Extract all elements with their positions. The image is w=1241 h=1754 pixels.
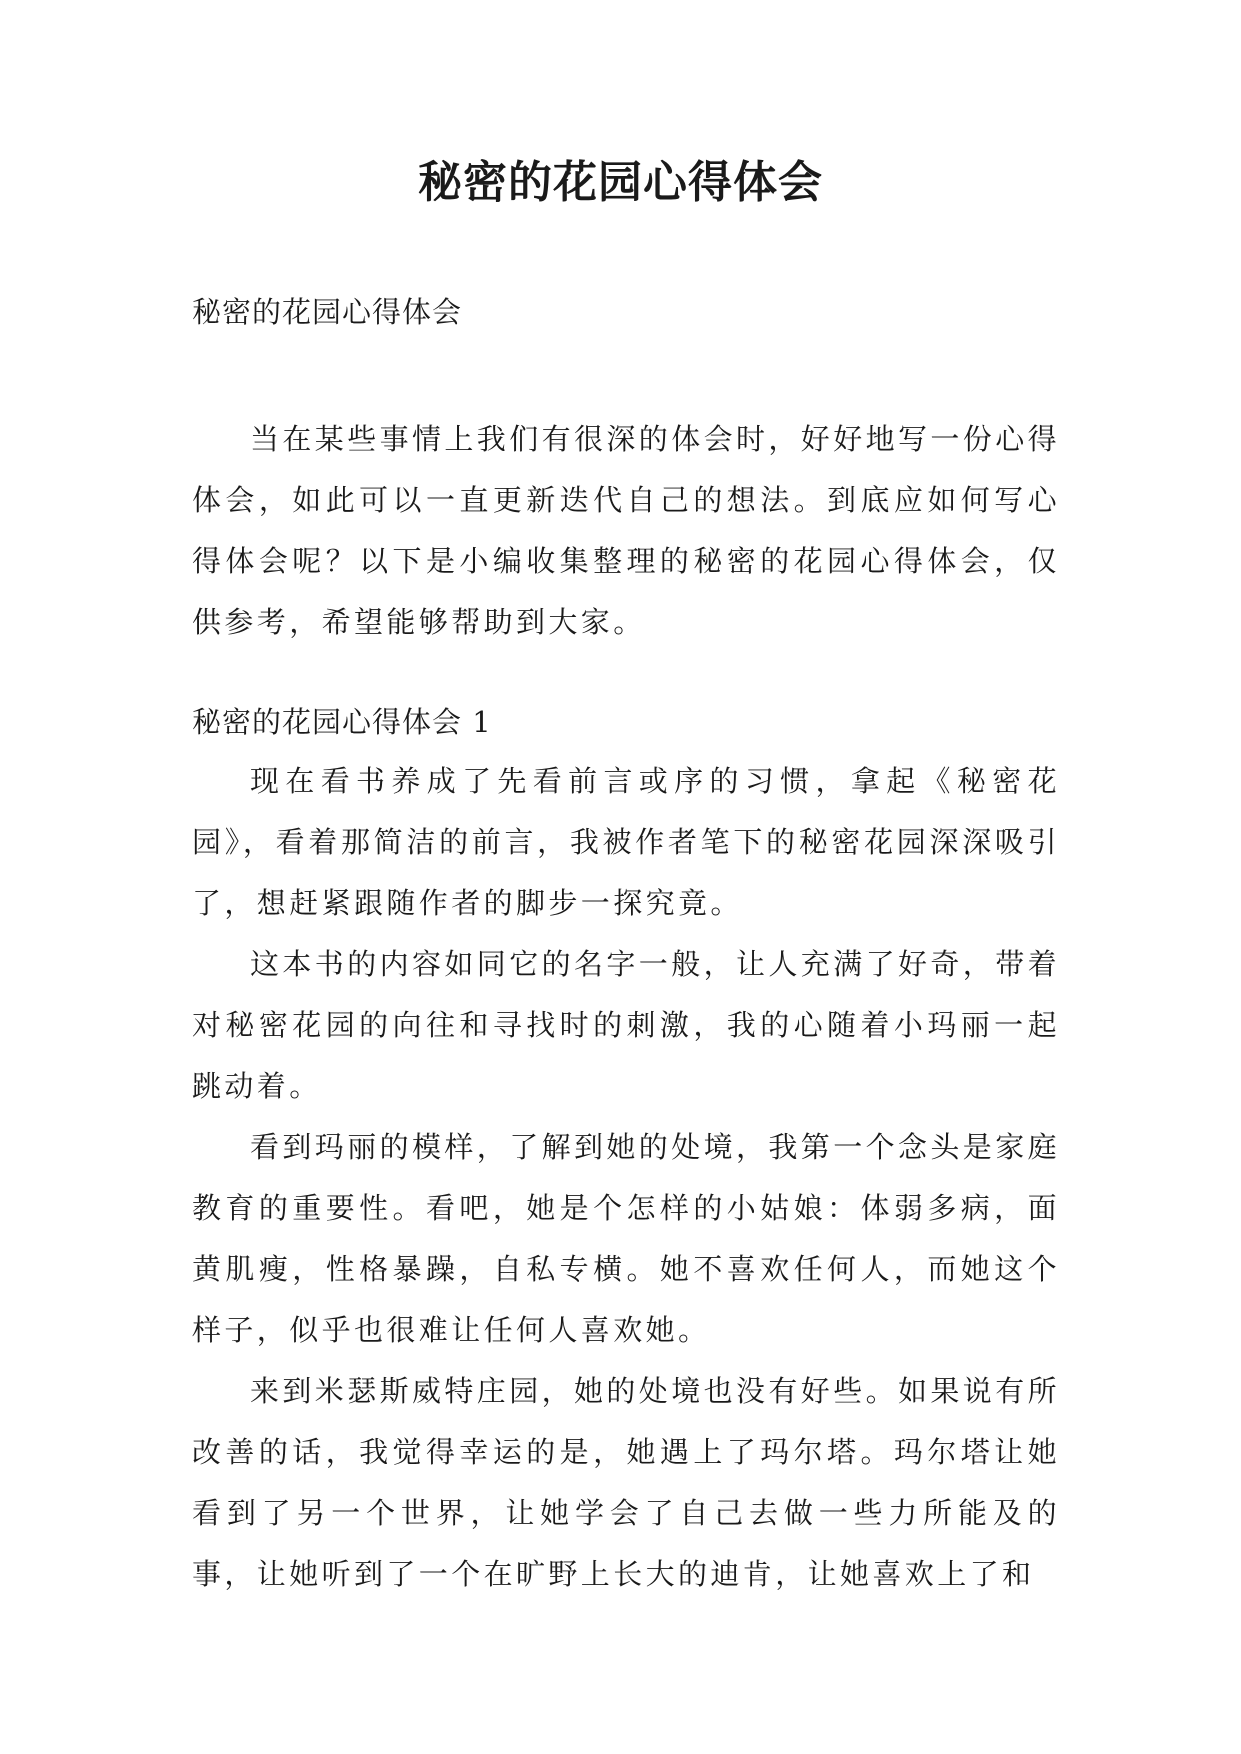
body-paragraph: 来到米瑟斯威特庄园，她的处境也没有好些。如果说有所改善的话，我觉得幸运的是，她遇上了玛尔塔。玛尔塔让她看到了另一个世界，让她学会了自己去做一些力所能及的事，让她听到了一个在旷野上长大的迪肯，让她喜欢上了和 xyxy=(192,1374,1061,1591)
section-body xyxy=(192,751,1060,1605)
body-paragraph: 现在看书养成了先看前言或序的习惯，拿起《秘密花园》，看着那简洁的前言，我被作者笔下的秘密花园深深吸引了，想赶紧跟随作者的脚步一探究竟。 xyxy=(192,764,1060,920)
document-title: 秘密的花园心得体会 xyxy=(418,157,823,208)
intro-paragraph: 当在某些事情上我们有很深的体会时，好好地写一份心得体会，如此可以一直更新迭代自己的想法。到底应如何写心得体会呢？以下是小编收集整理的秘密的花园心得体会，仅供参考，希望能够帮助到大家。 xyxy=(192,422,1061,639)
body-paragraph: 这本书的内容如同它的名字一般，让人充满了好奇，带着对秘密花园的向往和寻找时的刺激，我的心随着小玛丽一起跳动着。 xyxy=(192,947,1061,1103)
body-paragraph: 看到玛丽的模样，了解到她的处境，我第一个念头是家庭教育的重要性。看吧，她是个怎样的小姑娘：体弱多病，面黄肌瘦，性格暴躁，自私专横。她不喜欢任何人，而她这个样子，似乎也很难让任何人喜欢她。 xyxy=(192,1130,1061,1347)
document-subtitle: 秘密的花园心得体会 xyxy=(192,295,463,329)
intro-block xyxy=(192,409,1060,653)
section-heading: 秘密的花园心得体会 1 xyxy=(192,705,492,739)
